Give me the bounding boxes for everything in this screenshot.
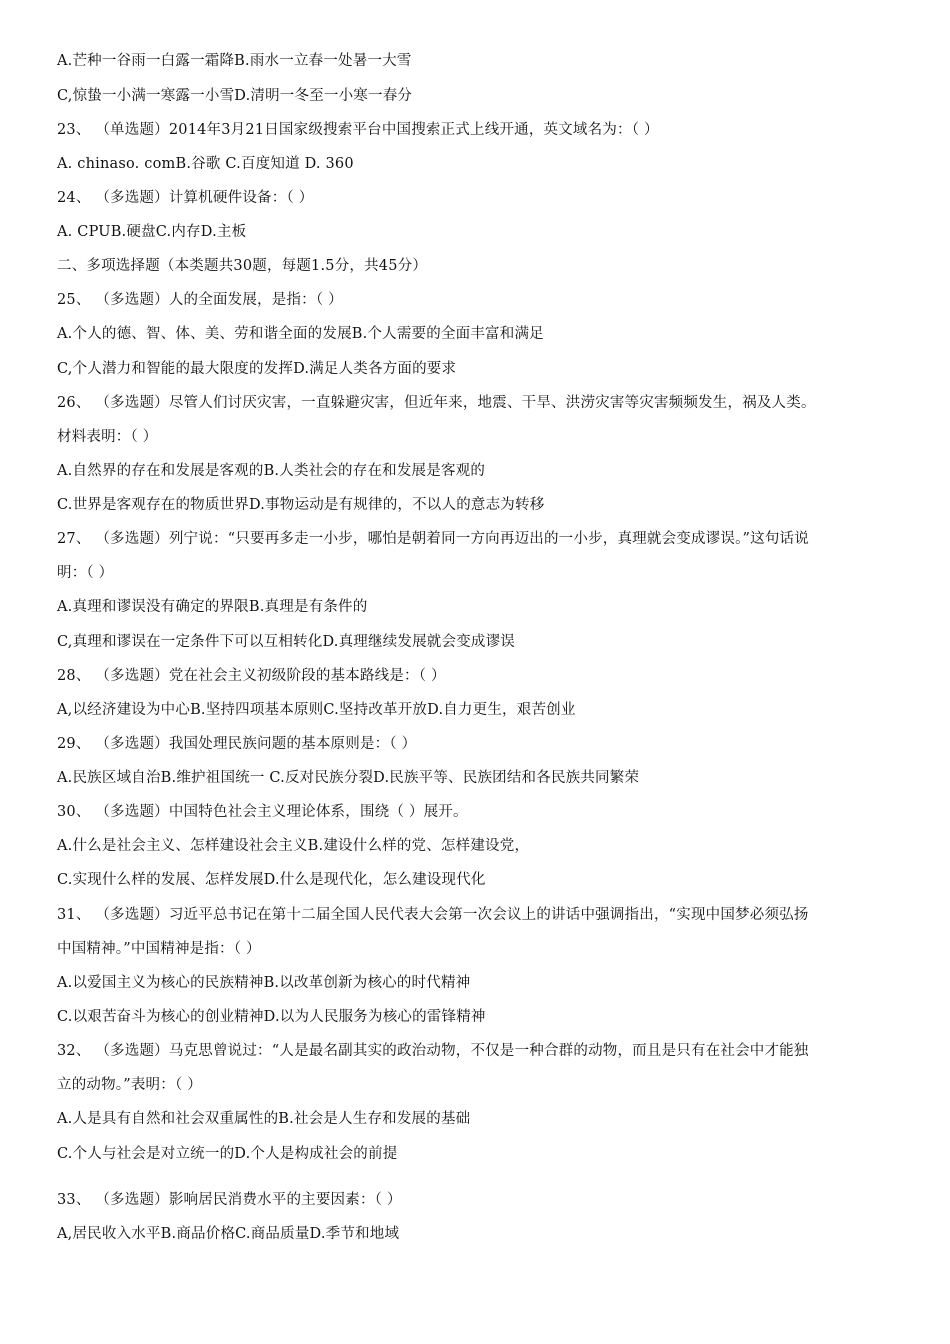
question-32-cont: 立的动物。”表明：（ ） xyxy=(57,1077,202,1093)
question-32: 32、 （多选题）马克思曾说过：“人是最名副其实的政治动物，不仅是一种合群的动物，而且是只有在社会中才能独 xyxy=(57,1043,809,1059)
question-25: 25、 （多选题）人的全面发展，是指：（ ） xyxy=(57,292,343,308)
question-24: 24、 （多选题）计算机硬件设备：（ ） xyxy=(57,190,314,206)
section-heading: 二、多项选择题（本类题共30题，每题1.5分，共45分） xyxy=(57,258,428,274)
option-line: A. chinaso. comB.谷歌 C.百度知道 D. 360 xyxy=(57,156,354,172)
question-23: 23、 （单选题）2014年3月21日国家级搜索平台中国搜索正式上线开通，英文域名为：（ ） xyxy=(57,122,659,138)
option-line: C,个人潜力和智能的最大限度的发挥D.满足人类各方面的要求 xyxy=(57,361,457,377)
option-line: C.以艰苦奋斗为核心的创业精神D.以为人民服务为核心的雷锋精神 xyxy=(57,1009,486,1025)
option-line: A,居民收入水平B.商品价格C.商品质量D.季节和地域 xyxy=(57,1226,400,1242)
question-26: 26、 （多选题）尽管人们讨厌灾害，一直躲避灾害，但近年来，地震、干旱、洪涝灾害等灾害频频发生，祸及人类。 xyxy=(57,395,816,411)
option-line: C.个人与社会是对立统一的D.个人是构成社会的前提 xyxy=(57,1146,398,1162)
option-line: C,真理和谬误在一定条件下可以互相转化D.真理继续发展就会变成谬误 xyxy=(57,634,516,650)
question-31: 31、 （多选题）习近平总书记在第十二届全国人民代表大会第一次会议上的讲话中强调指出，“实现中国梦必须弘扬 xyxy=(57,907,809,923)
question-30: 30、 （多选题）中国特色社会主义理论体系，围绕（ ）展开。 xyxy=(57,804,468,820)
option-line: A.真理和谬误没有确定的界限B.真理是有条件的 xyxy=(57,599,368,615)
option-line: A.民族区域自治B.维护祖国统一 C.反对民族分裂D.民族平等、民族团结和各民族共同繁荣 xyxy=(57,770,640,786)
question-27: 27、 （多选题）列宁说：“只要再多走一小步，哪怕是朝着同一方向再迈出的一小步，真理就会变成谬误。”这句话说 xyxy=(57,531,809,547)
option-line: A.人是具有自然和社会双重属性的B.社会是人生存和发展的基础 xyxy=(57,1111,471,1127)
option-line: A.个人的德、智、体、美、劳和谐全面的发展B.个人需要的全面丰富和满足 xyxy=(57,326,544,342)
question-27-cont: 明：（ ） xyxy=(57,565,114,581)
question-31-cont: 中国精神。”中国精神是指：（ ） xyxy=(57,941,261,957)
question-29: 29、 （多选题）我国处理民族问题的基本原则是：（ ） xyxy=(57,736,417,752)
question-33: 33、 （多选题）影响居民消费水平的主要因素：（ ） xyxy=(57,1192,402,1208)
option-line: A.以爱国主义为核心的民族精神B.以改革创新为核心的时代精神 xyxy=(57,975,471,991)
option-line: C.实现什么样的发展、怎样发展D.什么是现代化，怎么建设现代化 xyxy=(57,872,486,888)
option-line: A.自然界的存在和发展是客观的B.人类社会的存在和发展是客观的 xyxy=(57,463,486,479)
option-line: C.世界是客观存在的物质世界D.事物运动是有规律的，不以人的意志为转移 xyxy=(57,497,545,513)
option-line: A.芒种一谷雨一白露一霜降B.雨水一立春一处暑一大雪 xyxy=(57,53,412,69)
option-line: C,惊蛰一小满一寒露一小雪D.清明一冬至一小寒一春分 xyxy=(57,88,413,104)
question-28: 28、 （多选题）党在社会主义初级阶段的基本路线是：（ ） xyxy=(57,668,446,684)
question-26-cont: 材料表明：（ ） xyxy=(57,429,158,445)
option-line: A.什么是社会主义、怎样建设社会主义B.建设什么样的党、怎样建设党， xyxy=(57,838,530,854)
option-line: A,以经济建设为中心B.坚持四项基本原则C.坚持改革开放D.自力更生，艰苦创业 xyxy=(57,702,576,718)
option-line: A. CPUB.硬盘C.内存D.主板 xyxy=(57,224,247,240)
